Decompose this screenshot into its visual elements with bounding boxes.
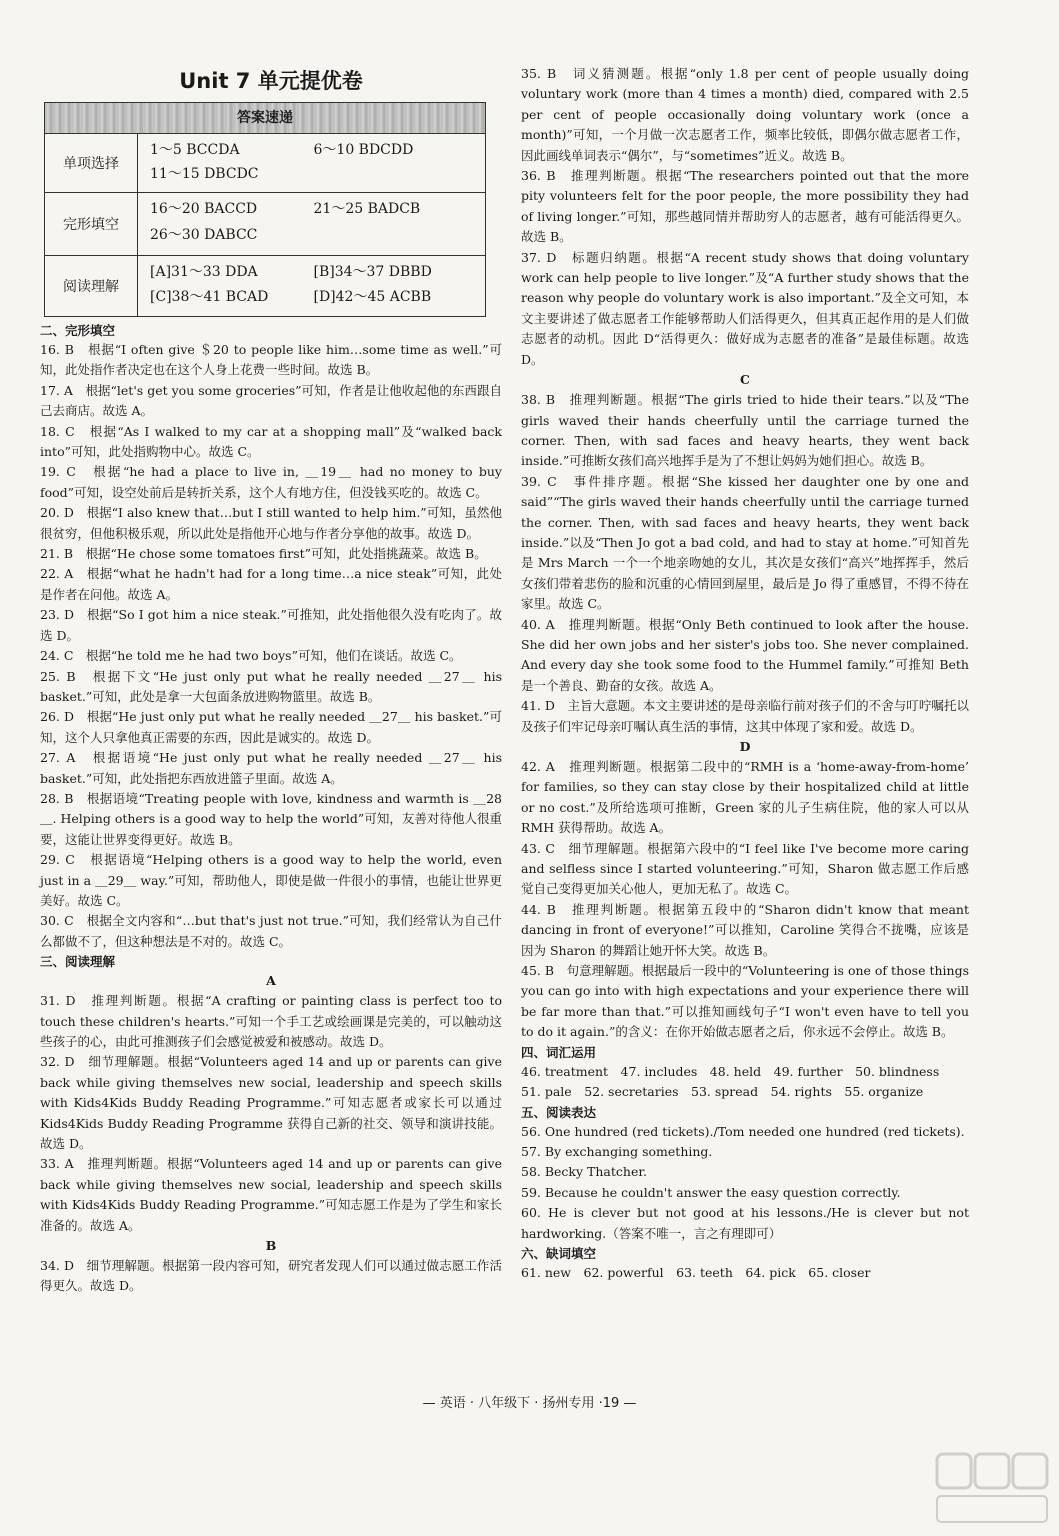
explanation-item: 37. D 标题归纳题。根据“A recent study shows that doing voluntary work can help people to live longer.”及“A further study shows that the reason why people do voluntary work is also important.”及全文可知，本文主要讲述了做志愿者工作能够帮助人们活得更久，但其真正起作用的是人们做志愿者的动机。因此 D“活得更久：做好成为志愿者的准备”是最佳标题。故选 D。 bbox=[521, 249, 969, 367]
cloze-answers: 61. new 62. powerful 63. teeth 64. pick 65. closer bbox=[521, 1264, 871, 1280]
answer-key-label: 阅读理解 bbox=[45, 256, 138, 316]
page-title: Unit 7 单元提优卷 bbox=[179, 69, 363, 93]
explanation-list bbox=[521, 757, 969, 1043]
answer-key-cell: 21～25 BADCB bbox=[313, 201, 421, 217]
answer-key-cell: 11～15 DBCDC bbox=[150, 166, 259, 182]
explanation-list bbox=[521, 390, 969, 737]
explanation-list bbox=[40, 991, 502, 1236]
answer-key-cell: 1～5 BCCDA bbox=[150, 142, 240, 158]
explanation-item: 31. D 推理判断题。根据“A crafting or painting class is perfect too to touch these children's hearts.”可知一个手工艺或绘画课是完美的，可以触动这些孩子的心，由此可推测孩子们会感觉被爱和被感动。故选 D。 bbox=[40, 993, 502, 1049]
explanation-item: 24. C 根据“he told me he had two boys”可知，他们在谈话。故选 C。 bbox=[40, 648, 462, 664]
answer-key-header: 答案速递 bbox=[45, 103, 485, 134]
answer-key-cell: 16～20 BACCD bbox=[150, 201, 258, 217]
left-column bbox=[40, 64, 502, 1297]
section-heading: 六、缺词填空 bbox=[521, 1245, 597, 1261]
explanation-item: 32. D 细节理解题。根据“Volunteers aged 14 and up or parents can give back while giving themselves new social, leadership and speech skills with Kids4Kids Buddy Reading Programme.”可知志愿者或家长可以通过 Kids4Kids Buddy Reading Programme 获得自己新的社交、领导和演讲技能。故选 D。 bbox=[40, 1054, 502, 1152]
explanation-list bbox=[521, 64, 969, 370]
explanation-item: 42. A 推理判断题。根据第二段中的“RMH is a ‘home-away-from-home’ for families, so they can stay close by their hospitalized child at little or no cost.”及所给选项可推断，Green 家的儿子生病住院，他的家人可以从 RMH 获得帮助。故选 A。 bbox=[521, 759, 969, 836]
answer-key-cell: [C]38～41 BCAD bbox=[150, 289, 269, 305]
explanation-list bbox=[521, 1122, 969, 1244]
explanation-item: 18. C 根据“As I walked to my car at a shopping mall”及“walked back into”可知，此处指购物中心。故选 C。 bbox=[40, 423, 502, 460]
vocab-answers: 51. pale 52. secretaries 53. spread 54. rights 55. organize bbox=[521, 1084, 924, 1100]
explanation-item: 33. A 推理判断题。根据“Volunteers aged 14 and up or parents can give back while giving themselves new social, leadership and speech skills with Kids4Kids Buddy Reading Programme.”可知志愿工作是为了学生和家长准备的。故选 A。 bbox=[40, 1156, 502, 1233]
explanation-item: 60. He is clever but not good at his lessons./He is clever but not hardworking.（答案不唯一，言之有理即可） bbox=[521, 1205, 969, 1241]
answer-key-cell: 6～10 BDCDD bbox=[313, 142, 414, 158]
section-heading: 四、词汇运用 bbox=[521, 1044, 597, 1060]
explanation-item: 21. B 根据“He chose some tomatoes first”可知，此处指挑蔬菜。故选 B。 bbox=[40, 546, 487, 562]
explanation-item: 38. B 推理判断题。根据“The girls tried to hide their tears.”以及“The girls waved their hands cheerfully until the carriage turned the corner. Then, with sad faces and heavy hearts, they went back inside.”可推断女孩们高兴地挥手是为了不想让妈妈为她们担心。故选 B。 bbox=[521, 392, 969, 469]
explanation-item: 25. B 根据下文“He just only put what he really needed ＿27＿ his basket.”可知，此处是拿一大包面条放进购物篮里。故选 B。 bbox=[40, 668, 502, 704]
explanation-item: 28. B 根据语境“Treating people with love, kindness and warmth is ＿28＿. Helping others is a good way to help the world”可知，友善对待他人很重要，这能让世界变得更好。故选 B。 bbox=[40, 790, 502, 847]
section-heading: 五、阅读表达 bbox=[521, 1104, 597, 1120]
explanation-item: 34. D 细节理解题。根据第一段内容可知，研究者发现人们可以通过做志愿工作活得更久。故选 D。 bbox=[40, 1258, 502, 1294]
explanation-item: 57. By exchanging something. bbox=[521, 1143, 713, 1159]
explanation-item: 19. C 根据“he had a place to live in, ＿19＿ had no money to buy food”可知，设空处前后是转折关系，这个人有地方住，但没钱买吃的。故选 C。 bbox=[40, 464, 502, 500]
page-footer: — 英语 · 八年级下 · 扬州专用 ·19 — bbox=[422, 1396, 637, 1411]
explanation-item: 58. Becky Thatcher. bbox=[521, 1164, 647, 1180]
explanation-item: 17. A 根据“let's get you some groceries”可知，作者是让他收起他的东西跟自己去商店。故选 A。 bbox=[40, 382, 502, 419]
explanation-item: 56. One hundred (red tickets)./Tom needed one hundred (red tickets). bbox=[521, 1123, 965, 1139]
passage-label: D bbox=[739, 739, 751, 754]
answer-key-row bbox=[45, 134, 485, 193]
answer-key-cell bbox=[314, 225, 478, 251]
answer-key-label: 完形填空 bbox=[45, 193, 138, 255]
passage-label: C bbox=[740, 372, 750, 388]
explanation-item: 35. B 词义猜测题。根据“only 1.8 per cent of people usually doing voluntary work (more than 4 times a month) died, compared with 2.5 per cent of people occasionally doing voluntary work (once a month)”可知，一个月做一次志愿者工作，频率比较低，即偶尔做志愿者工作，因此画线单词表示“偶尔”，与“sometimes”近义。故选 B。 bbox=[521, 66, 969, 163]
answer-key-cell: [B]34～37 DBBD bbox=[313, 264, 432, 280]
answer-key-cell bbox=[314, 164, 478, 188]
passage-label: A bbox=[266, 973, 276, 989]
explanation-item: 39. C 事件排序题。根据“She kissed her daughter one by one and said”“The girls waved their hands cheerfully until the carriage turned the corner. Then, with sad faces and heavy hearts, they went back inside.”以及“Then Jo got a bad cold, and had to stay at home.”可知首先是 Mrs March 一个一个地亲吻她的女儿，其次是女孩们“高兴”地挥挥手，然后女孩们带着悲伤的脸和沉重的心情回到屋里，最后是 Jo 得了重感冒，不得不待在家里。故选 C。 bbox=[521, 473, 969, 612]
explanation-item: 29. C 根据语境“Helping others is a good way to help the world, even just in a ＿29＿ way.”可知，帮助他人，即使是做一件很小的事情，也能让世界更美好。故选 C。 bbox=[40, 852, 502, 908]
section-heading: 三、阅读理解 bbox=[40, 954, 116, 970]
explanation-item: 22. A 根据“what he hadn't had for a long time…a nice steak”可知，此处是作者在问他。故选 A。 bbox=[40, 566, 502, 602]
passage-label: B bbox=[265, 1238, 277, 1254]
explanation-item: 45. B 句意理解题。根据最后一段中的“Volunteering is one of those things you can go into with high expectations and your experience there will be far more than that.”可以推知画线句子“I won't even have to tell you to do it again.”的含义：在你开始做志愿者之后，你永远不会停止。故选 B。 bbox=[521, 963, 969, 1040]
answer-key-cell: [A]31～33 DDA bbox=[150, 264, 258, 280]
explanation-item: 30. C 根据全文内容和“…but that's just not true.”可知，我们经常认为自己什么都做不了，但这种想法是不对的。故选 C。 bbox=[40, 913, 502, 949]
right-column bbox=[521, 64, 969, 1283]
explanation-item: 23. D 根据“So I got him a nice steak.”可推知，此处指他很久没有吃肉了。故选 D。 bbox=[40, 607, 502, 643]
answer-key-cell: [D]42～45 ACBB bbox=[313, 289, 432, 305]
explanation-item: 43. C 细节理解题。根据第六段中的“I feel like I've become more caring and selfless since I started volunteering.”可知，Sharon 做志愿工作后感觉自己变得更加关心他人，更加无私了。故选 C。 bbox=[521, 840, 969, 897]
explanation-item: 16. B 根据“I often give ＄20 to people like him…some time as well.”可知，此处指作者决定也在这个人身上花费一些时间。故选 B。 bbox=[40, 342, 502, 378]
explanation-item: 41. D 主旨大意题。本文主要讲述的是母亲临行前对孩子们的不舍与叮咛嘱托以及孩子们牢记母亲叮嘱认真生活的事情，这其中体现了家和爱。故选 D。 bbox=[521, 698, 969, 734]
explanation-item: 59. Because he couldn't answer the easy question correctly. bbox=[521, 1184, 901, 1200]
vocab-answers: 46. treatment 47. includes 48. held 49. further 50. blindness bbox=[521, 1063, 940, 1079]
explanation-item: 20. D 根据“I also knew that…but I still wanted to help him.”可知，虽然他很贫穷，但他积极乐观，所以此处是指他开心地与作者分享他的故事。故选 D。 bbox=[40, 505, 502, 541]
explanation-list bbox=[40, 1256, 502, 1297]
answer-key-cell: 26～30 DABCC bbox=[150, 227, 258, 243]
explanation-list bbox=[40, 340, 502, 952]
answer-key-table bbox=[44, 102, 486, 317]
explanation-item: 27. A 根据语境“He just only put what he really needed ＿27＿ his basket.”可知，此处指把东西放进篮子里面。故选 A。 bbox=[40, 750, 502, 786]
explanation-item: 40. A 推理判断题。根据“Only Beth continued to look after the house. She did her own jobs and her sister's jobs too. She never complained. And every day she took some food to the Hummel family.”可推知 Beth 是一个善良、勤奋的女孩。故选 A。 bbox=[521, 616, 969, 693]
explanation-item: 26. D 根据“He just only put what he really needed ＿27＿ his basket.”可知，这个人只拿他真正需要的东西，因此是诚实的。故选 D。 bbox=[40, 709, 502, 745]
explanation-item: 44. B 推理判断题。根据第五段中的“Sharon didn't know that meant dancing in front of everyone!”可以推知，Caroline 笑得合不拢嘴，应该是因为 Sharon 的舞蹈让她开怀大笑。故选 B。 bbox=[521, 901, 969, 958]
answer-key-label: 单项选择 bbox=[45, 134, 138, 192]
section-heading: 二、完形填空 bbox=[40, 323, 116, 338]
answer-key-row bbox=[45, 256, 485, 316]
answer-key-row bbox=[45, 193, 485, 256]
watermark-logo-icon bbox=[933, 1450, 1051, 1528]
explanation-item: 36. B 推理判断题。根据“The researchers pointed out that the more pity volunteers felt for the poor people, the more possibility they had of living longer.”可知，那些越同情并帮助穷人的志愿者，越有可能活得更久。故选 B。 bbox=[521, 168, 969, 245]
